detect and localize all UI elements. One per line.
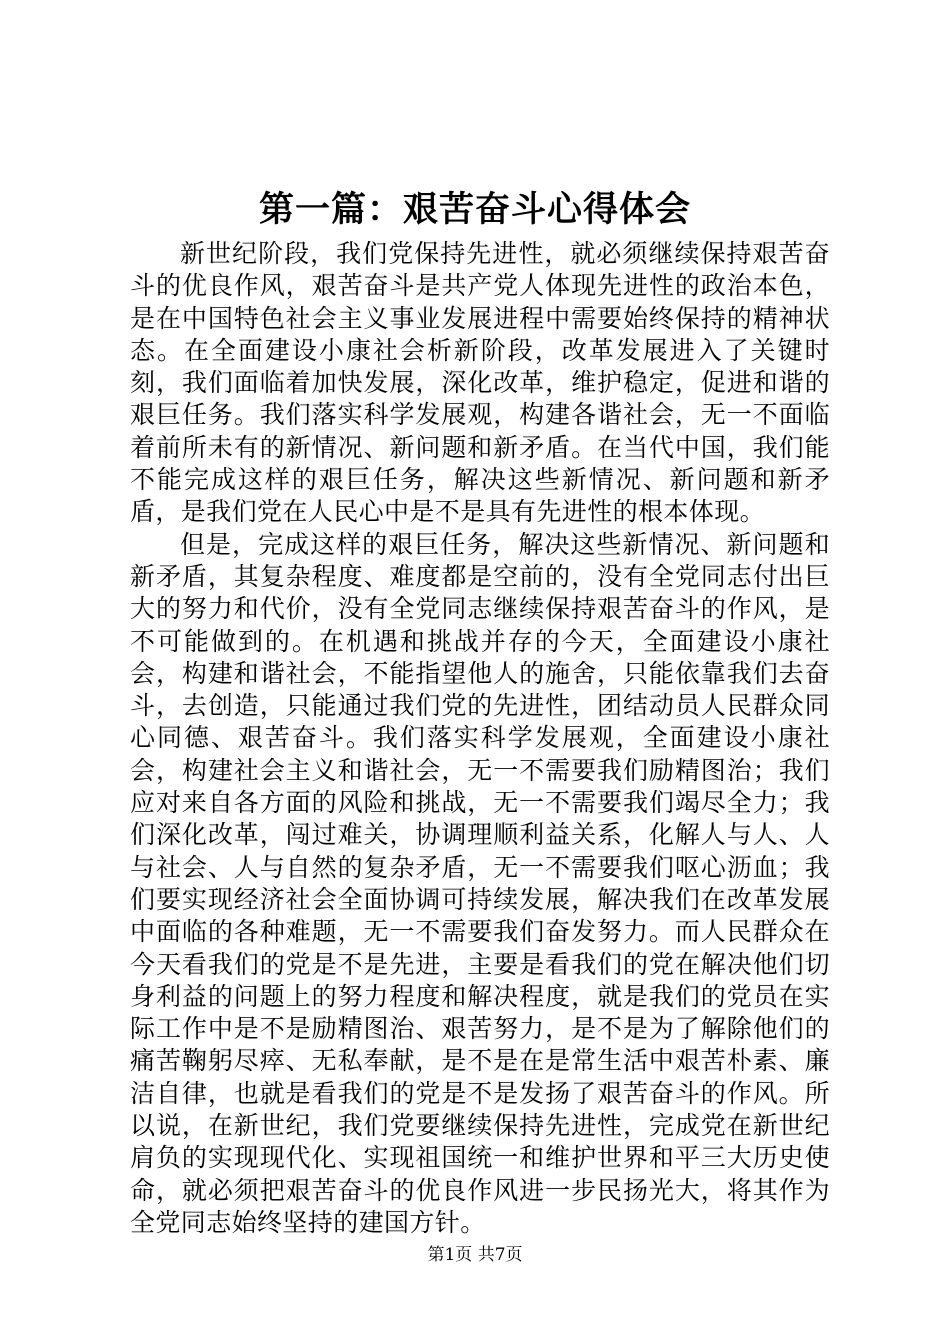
document-title: 第一篇：艰苦奋斗心得体会 bbox=[258, 189, 691, 230]
paragraph-2: 但是，完成这样的艰巨任务，解决这些新情况、新问题和新矛盾，其复杂程度、难度都是空前的，没有全党同志付出巨大的努力和代价，没有全党同志继续保持艰苦奋斗的作风，是不可能做到的。在机遇和挑战并存的今天，全面建设小康社会，构建和谐社会，不能指望他人的施舍，只能依靠我们去奋斗，去创造，只能通过我们党的先进性，团结动员人民群众同心同德、艰苦奋斗。我们落实科学发展观，全面建设小康社会，构建社会主义和谐社会，无一不需要我们励精图治；我们应对来自各方面的风险和挑战，无一不需要我们竭尽全力；我们深化改革，闯过难关，协调理顺利益关系，化解人与人、人与社会、人与自然的复杂矛盾，无一不需要我们呕心沥血；我们要实现经济社会全面协调可持续发展，解决我们在改革发展中面临的各种难题，无一不需要我们奋发努力。而人民群众在今天看我们的党是不是先进，主要是看我们的党在解决他们切身利益的问题上的努力程度和解决程度，就是我们的党员在实际工作中是不是励精图治、艰苦努力，是不是为了解除他们的痛苦鞠躬尽瘁、无私奉献，是不是在是常生活中艰苦朴素、廉洁自律，也就是看我们的党是不是发扬了艰苦奋斗的作风。所以说，在新世纪，我们党要继续保持先进性，完成党在新世纪肩负的实现现代化、实现祖国统一和维护世界和平三大历史使命，就必须把艰苦奋斗的优良作风进一步民扬光大，将其作为全党同志始终坚持的建国方针。 bbox=[130, 529, 830, 1237]
page-footer: 第1页 共7页 bbox=[427, 1245, 523, 1265]
document-body bbox=[130, 238, 830, 1239]
paragraph-1: 新世纪阶段，我们党保持先进性，就必须继续保持艰苦奋斗的优良作风，艰苦奋斗是共产党人体现先进性的政治本色，是在中国特色社会主义事业发展进程中需要始终保持的精神状态。在全面建设小康社会析新阶段，改革发展进入了关键时刻，我们面临着加快发展，深化改革，维护稳定，促进和谐的艰巨任务。我们落实科学发展观，构建各谐社会，无一不面临着前所未有的新情况、新问题和新矛盾。在当代中国，我们能不能完成这样的艰巨任务，解决这些新情况、新问题和新矛盾，是我们党在人民心中是不是具有先进性的根本体现。 bbox=[130, 239, 830, 527]
